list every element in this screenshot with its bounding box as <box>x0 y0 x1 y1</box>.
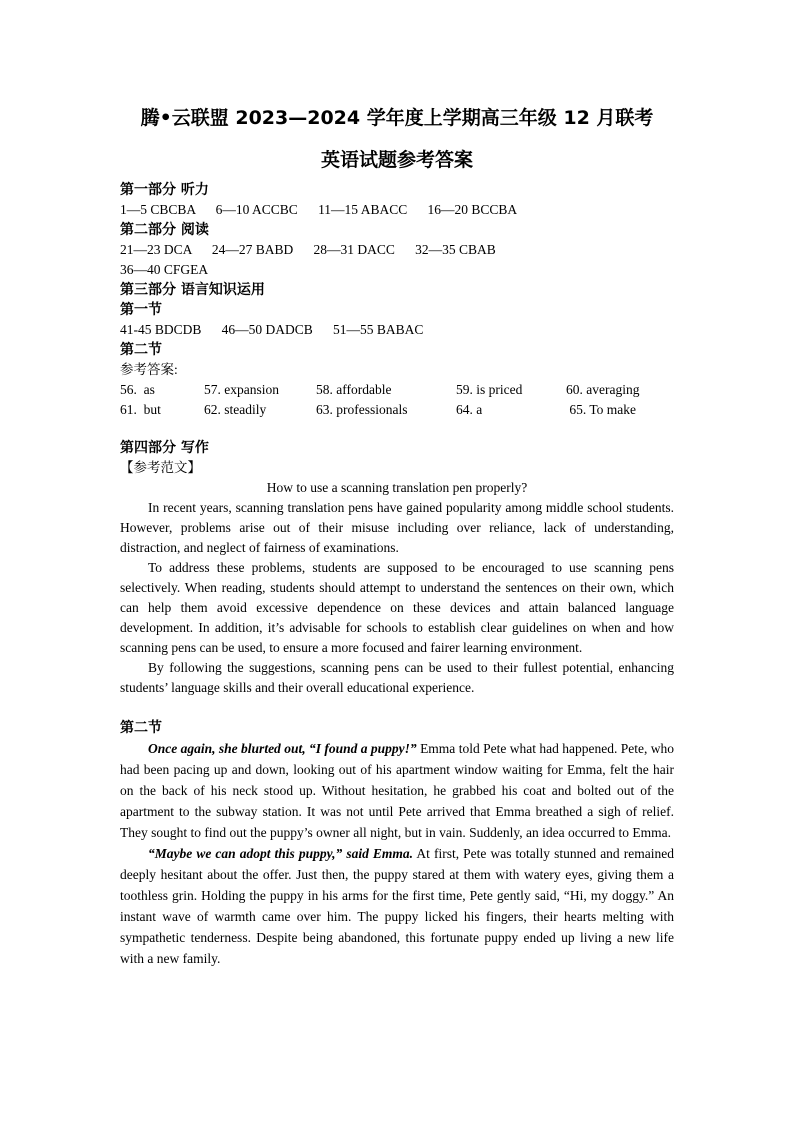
paragraph-lead-sentence: “Maybe we can adopt this puppy,” said Emma. <box>148 846 414 861</box>
grammar-answers-row2 <box>120 400 674 420</box>
grammar-answer: 61. but <box>120 402 161 417</box>
answer-group: 16—20 BCCBA <box>427 202 518 217</box>
paragraph-lead-sentence: Once again, she blurted out, “I found a puppy!” <box>148 741 417 756</box>
part2-answers-row1 <box>120 240 674 260</box>
answer-group: 41-45 BDCDB <box>120 322 202 337</box>
part3-section1-heading: 第一节 <box>120 302 162 318</box>
essay-paragraph: In recent years, scanning translation pens have gained popularity among middle school students. However, problems arise out of their misuse including over reliance, lack of understanding, distraction, and neglect of fairness of examinations. <box>120 500 674 555</box>
grammar-answer: 62. steadily <box>204 402 267 417</box>
document-title: 腾•云联盟 2023—2024 学年度上学期高三年级 12 月联考 <box>140 107 654 129</box>
answer-group: 28—31 DACC <box>313 242 395 257</box>
grammar-answers-row1 <box>120 380 674 400</box>
grammar-answer: 63. professionals <box>316 402 408 417</box>
continuation-paragraph <box>120 738 674 843</box>
reference-answer-label: 参考答案: <box>120 362 178 377</box>
essay-paragraph: To address these problems, students are supposed to be encouraged to use scanning pens selectively. When reading, students should attempt to understand the sentences on their own, which can help them avoid excessive dependence on these devices and attain balanced language development. In addition, it’s advisable for schools to establish clear guidelines on when and how scanning pens can be used, to ensure a more focused and fairer learning environment. <box>120 560 674 655</box>
part2-heading: 第二部分 阅读 <box>120 222 209 238</box>
grammar-answer: 58. affordable <box>316 382 392 397</box>
part3-heading: 第三部分 语言知识运用 <box>120 282 265 298</box>
part3-section1-answers <box>120 320 674 340</box>
essay-title: How to use a scanning translation pen properly? <box>266 480 528 495</box>
answer-group: 32—35 CBAB <box>415 242 496 257</box>
grammar-answer: 60. averaging <box>566 382 640 397</box>
grammar-answer: 56. as <box>120 382 155 397</box>
continuation-heading: 第二节 <box>120 720 162 736</box>
grammar-answer: 64. a <box>456 402 483 417</box>
sample-essay-label: 【参考范文】 <box>120 460 201 475</box>
part1-heading: 第一部分 听力 <box>120 182 209 198</box>
grammar-answer: 65. To make <box>566 402 637 417</box>
part3-section2-heading: 第二节 <box>120 342 162 358</box>
grammar-answer: 57. expansion <box>204 382 279 397</box>
answer-group: 11—15 ABACC <box>318 202 408 217</box>
part1-answers <box>120 200 674 220</box>
answer-group: 21—23 DCA <box>120 242 192 257</box>
answer-group: 24—27 BABD <box>211 242 294 257</box>
answer-group: 51—55 BABAC <box>333 322 424 337</box>
answer-group: 1—5 CBCBA <box>120 202 196 217</box>
part4-heading: 第四部分 写作 <box>120 440 209 456</box>
essay-paragraph: By following the suggestions, scanning pens can be used to their fullest potential, enhancing students’ language skills and their overall educational experience. <box>120 660 674 695</box>
paragraph-body: At first, Pete was totally stunned and remained deeply hesitant about the offer. Just then, the puppy stared at them with watery eyes, giving them a toothless grin. Holding the puppy in his arms for the first time, Pete gently said, “Hi, my doggy.” An instant wave of warmth came over him. The puppy licked his fingers, their hearts melting with sympathetic tenderness. Despite being abandoned, this fortunate puppy ended up living a new life with a new family. <box>120 846 674 966</box>
continuation-paragraph <box>120 843 674 969</box>
part2-answers-row2: 36—40 CFGEA <box>120 262 209 277</box>
document-subtitle: 英语试题参考答案 <box>320 149 473 171</box>
answer-group: 46—50 DADCB <box>221 322 313 337</box>
grammar-answer: 59. is priced <box>456 382 523 397</box>
answer-group: 6—10 ACCBC <box>215 202 298 217</box>
paragraph-body: Emma told Pete what had happened. Pete, who had been pacing up and down, looking out of his apartment window waiting for Emma, felt the hair on the back of his neck stood up. Without hesitation, he grabbed his coat and bolted out of the apartment to the subway station. It was not until Pete arrived that Emma breathed a sigh of relief. They sought to find out the puppy’s owner all night, but in vain. Suddenly, an idea occurred to Emma. <box>120 741 674 840</box>
answer-document <box>120 104 674 969</box>
